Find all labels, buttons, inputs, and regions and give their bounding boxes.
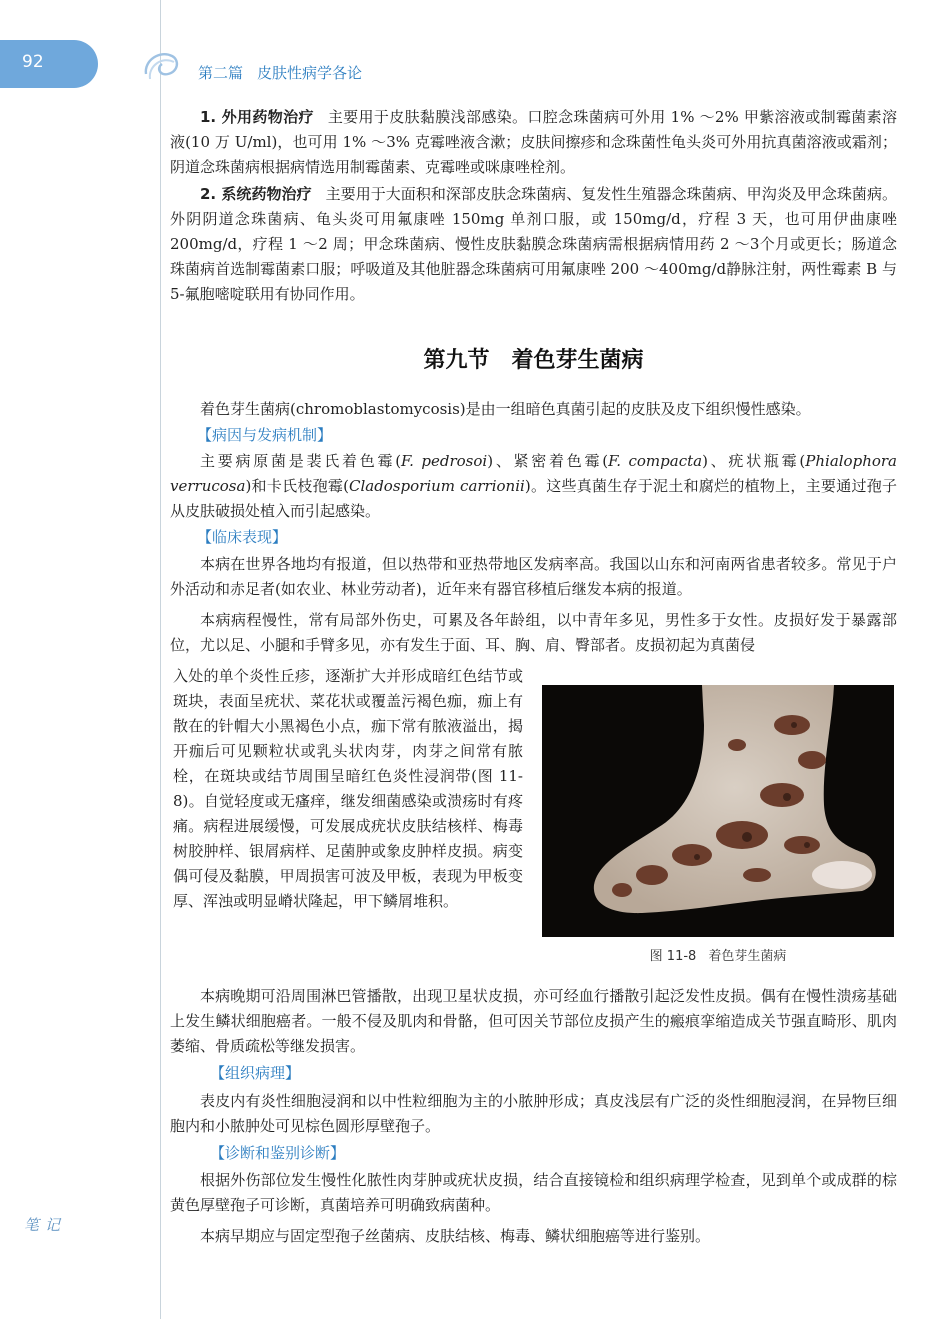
diagnosis-heading: 【诊断和鉴别诊断】 <box>210 1144 346 1162</box>
species-cladosporium: Cladosporium carrionii <box>348 477 525 495</box>
etiology-text-4: )和卡氏枝孢霉( <box>245 477 349 495</box>
running-header <box>198 62 362 83</box>
part-title: 皮肤性病学各论 <box>257 64 363 82</box>
diagnosis-paragraph-2: 本病早期应与固定型孢子丝菌病、皮肤结核、梅毒、鳞状细胞癌等进行鉴别。 <box>200 1227 711 1245</box>
diagnosis-paragraph-1: 根据外伤部位发生慢性化脓性肉芽肿或疣状皮损，结合直接镜检和组织病理学检查，见到单个或成群的棕黄色厚壁孢子可诊断，真菌培养可明确致病菌种。 <box>170 1171 897 1214</box>
topical-treatment-paragraph <box>170 105 897 180</box>
margin-rule <box>160 0 161 1319</box>
foot-photo-image <box>542 685 894 937</box>
page-number-tab <box>0 40 98 88</box>
species-compacta: F. compacta <box>608 452 703 470</box>
topical-treatment-title: 1. 外用药物治疗 <box>200 108 314 126</box>
pathology-paragraph: 表皮内有炎性细胞浸润和以中性粒细胞为主的小脓肿形成；真皮浅层有广泛的炎性细胞浸润，在异物巨细胞内和小脓肿处可见棕色圆形厚壁孢子。 <box>170 1092 897 1135</box>
section-number: 第九节 <box>423 348 490 373</box>
part-label: 第二篇 <box>198 64 244 82</box>
chromoblastomycosis-foot-photo <box>542 685 894 937</box>
notes-label: 笔记 <box>24 1216 67 1234</box>
etiology-text-3: )、疣状瓶霉( <box>702 452 806 470</box>
species-pedrosoi: F. pedrosoi <box>401 452 488 470</box>
etiology-heading: 【病因与发病机制】 <box>197 426 333 444</box>
etiology-text-5: )。这些真菌生存于泥土和腐烂的植物上，主要通过孢子从皮肤破损处植入而引起感染。 <box>170 477 897 520</box>
section-title <box>170 343 897 374</box>
species-phialophora: Phialophora verrucosa <box>170 452 897 495</box>
systemic-treatment-text: 主要用于大面积和深部皮肤念珠菌病、复发性生殖器念珠菌病、甲沟炎及甲念珠菌病。外阴阴道念珠菌病、龟头炎可用氟康唑 150mg 单剂口服，或 150mg/d，疗程 3 天，也可用伊曲康唑 200mg/d，疗程 1 ～2 周；甲念珠菌病、慢性皮肤黏膜念珠菌病需根据病情用药 2 ～3个月或更长；肠道念珠菌病首选制霉菌素口服；呼吸道及其他脏器念珠菌病可用氟康唑 200 ～400mg/d静脉注射，两性霉素 B 与 5-氟胞嘧啶联用有协同作用。 <box>170 185 897 303</box>
clinical-paragraph-2: 本病病程慢性，常有局部外伤史，可累及各年龄组，以中青年多见，男性多于女性。皮损好发于暴露部位，尤以足、小腿和手臂多见，亦有发生于面、耳、胸、肩、臀部者。皮损初起为真菌侵 <box>170 611 897 654</box>
section-intro: 着色芽生菌病(chromoblastomycosis)是由一组暗色真菌引起的皮肤及皮下组织慢性感染。 <box>200 400 811 418</box>
clinical-paragraph-3: 本病晚期可沿周围淋巴管播散，出现卫星状皮损，亦可经血行播散引起泛发性皮损。偶有在慢性溃疡基础上发生鳞状细胞癌者。一般不侵及肌肉和骨骼，但可因关节部位皮损产生的瘢痕挛缩造成关节强直畸形、肌肉萎缩、骨质疏松等继发损害。 <box>170 987 897 1055</box>
swirl-logo-icon <box>140 46 186 86</box>
topical-treatment-text: 主要用于皮肤黏膜浅部感染。口腔念珠菌病可外用 1% ～2% 甲紫溶液或制霉菌素溶液(10 万 U/ml)，也可用 1% ～3% 克霉唑液含漱；皮肤间擦疹和念珠菌性龟头炎可外用抗真菌溶液或霜剂；阴道念珠菌病根据病情选用制霉菌素、克霉唑或咪康唑栓剂。 <box>170 108 898 176</box>
figure-number: 图 11-8 <box>649 949 697 964</box>
figure-caption-text: 着色芽生菌病 <box>708 949 787 964</box>
page-number: 92 <box>22 52 44 72</box>
etiology-text-2: )、紧密着色霉( <box>487 452 609 470</box>
clinical-paragraph-2-wrap: 入处的单个炎性丘疹，逐渐扩大并形成暗红色结节或斑块，表面呈疣状、菜花状或覆盖污褐色痂，痂上有散在的针帽大小黑褐色小点，痂下常有脓液溢出，揭开痂后可见颗粒状或乳头状肉芽，肉芽之间常有脓栓，在斑块或结节周围呈暗红色炎性浸润带(图 11-8)。自觉轻度或无瘙痒，继发细菌感染或溃疡时有疼痛。病程进展缓慢，可发展成疣状皮肤结核样、梅毒树胶肿样、银屑病样、足菌肿或象皮肿样皮损。病变偶可侵及黏膜，甲周损害可波及甲板，表现为甲板变厚、浑浊或明显嵴状隆起，甲下鳞屑堆积。 <box>173 667 523 910</box>
systemic-treatment-paragraph <box>170 182 897 307</box>
clinical-heading: 【临床表现】 <box>197 528 288 546</box>
figure-caption <box>542 945 894 964</box>
section-name: 着色芽生菌病 <box>511 348 644 373</box>
etiology-paragraph <box>170 449 897 524</box>
systemic-treatment-title: 2. 系统药物治疗 <box>200 185 312 203</box>
pathology-heading: 【组织病理】 <box>210 1064 301 1082</box>
etiology-text-1: 主要病原菌是裴氏着色霉( <box>200 452 402 470</box>
clinical-paragraph-1: 本病在世界各地均有报道，但以热带和亚热带地区发病率高。我国以山东和河南两省患者较多。常见于户外活动和赤足者(如农业、林业劳动者)，近年来有器官移植后继发本病的报道。 <box>170 555 897 598</box>
